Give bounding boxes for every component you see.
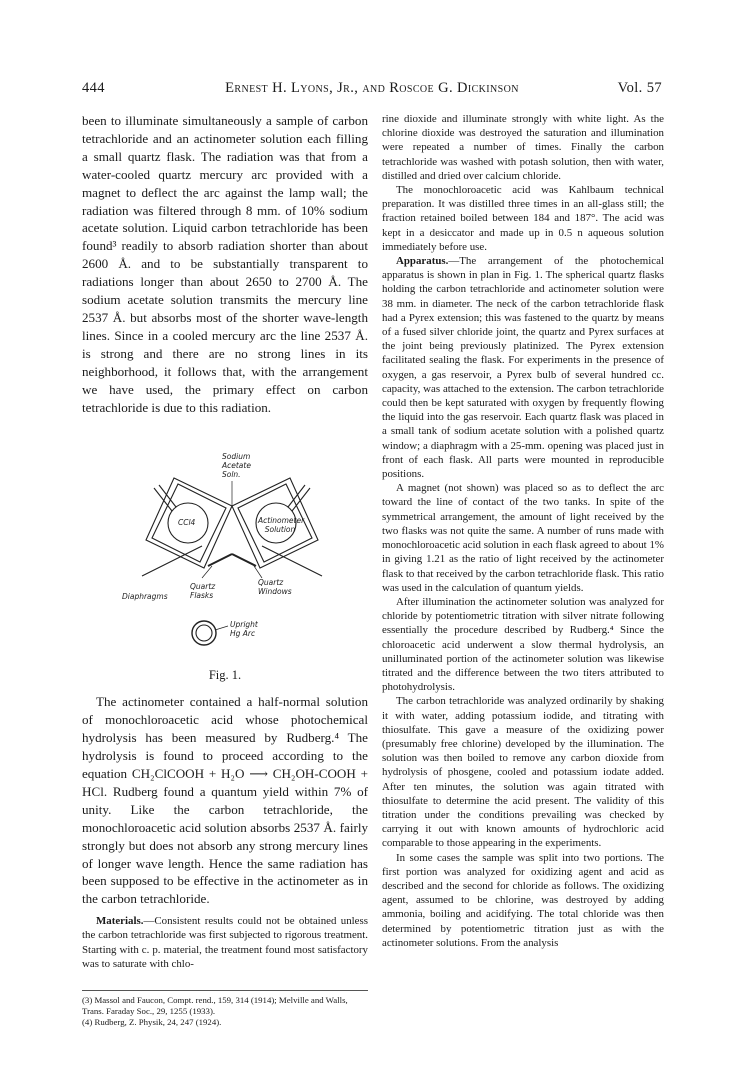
page-number: 444 (82, 80, 105, 96)
quartz-window-left (208, 554, 232, 566)
label-diaphragms: Diaphragms (122, 592, 168, 602)
paragraph-magnet: A magnet (not shown) was placed so as to deflect the arc toward the line of contact of the two tanks. In spite of the symmetrical arrangement, the amount of light received by the two flasks was not quite the same. A number of runs made with monochloroacetic acid solution in each flask agreed to about 1% in giving 1.21 as the ratio of light received by the actinometer flask to that received by the carbon tetrachloride flask. This ratio was used in the calculation of quantum yields. (382, 482, 664, 594)
paragraph-illumination: been to illuminate simultaneously a sample of carbon tetrachloride and an actinometer solution each filling a small quartz flask. The radiation was that from a water-cooled quartz mercury arc provided with a magnet to deflect the arc against the lamp wall; the radiation was filtered through 8 mm. of 10% sodium acetate solution. Liquid carbon tetrachloride has been found³ readily to absorb radiation shorter than about 2600 Å. and to be substantially transparent to radiations longer than about 2650 to 2700 Å. The sodium acetate solution transmits the mercury line 2537 Å. but absorbs most of the shorter wave-length lines. Since in a cooled mercury arc the line 2537 Å. is strong and there are no strong lines in its neighborhood, it follows that, with the arrangement we have used, the primary effect on carbon tetrachloride is due to this radiation. (82, 113, 368, 415)
apparatus-text: —The arrangement of the photochemical apparatus is shown in plan in Fig. 1. The spherical quartz flasks holding the carbon tetrachloride and actinometer solution were 38 mm. in diameter. The neck of the carbon tetrachloride flask had a Pyrex extension; this was fastened to the quartz by means of a fused silver chloride joint, the quartz and Pyrex surfaces at the joint being previously platinized. The Pyrex extension facilitated sealing the flask. For experiments in the presence of oxygen, a gas reservoir, a Pyrex bulb of several hundred cc. capacity, was attached to the extension. The carbon tetrachloride could then be kept saturated with oxygen by frequently flowing the liquid into the gas reservoir. Each quartz flask was placed in a small tank of sodium acetate solution with a polished quartz window; a diaphragm with a 25-mm. opening was placed just in front of each flask. All parts were mounted in reproducible positions. (382, 255, 664, 481)
left-column (82, 112, 368, 971)
running-authors: Ernest H. Lyons, Jr., and Roscoe G. Dickinson (225, 80, 519, 96)
label-actinometer: Actinometer Solution (258, 516, 305, 535)
label-sodium: Sodium Acetate Soln. (222, 452, 251, 480)
figure-caption: Fig. 1. (208, 668, 242, 683)
footnote-3: (3) Massol and Faucon, Compt. rend., 159, 314 (1914); Melville and Walls, Trans. Faraday Soc., 29, 1255 (1933). (82, 995, 348, 1016)
paragraph-titration: After illumination the actinometer solution was analyzed for chloride by potentiometric titration with silver nitrate following essentially the procedure described by Rudberg.⁴ Since the chloroacetic acid underwent a slow thermal hydrolysis, an unilluminated portion of the actinometer solution was likewise titrated and the difference between the two titers attributed to photohydrolysis. (382, 595, 664, 694)
paragraph-materials (82, 914, 368, 971)
paragraph-split-sample: In some cases the sample was split into two portions. The first portion was analyzed for oxidizing agent and acid as described and the second for chloride as follows. The oxidizing agent, assumed to be chlorine, was destroyed by adding ammonia, boiling and acidifying. The total chloride was then determined by potentiometric titration just as with the actinometer solutions. From the analysis (382, 851, 664, 949)
label-ccl4: CCl4 (178, 518, 196, 528)
diaphragm-left (142, 546, 202, 576)
apparatus-heading: Apparatus. (396, 255, 449, 268)
paragraph-chlorine-dioxide: rine dioxide and illuminate strongly with white light. As the chlorine dioxide was destroyed the saturation and illumination were repeated a number of times. Finally the carbon tetrachloride was washed with potash solution, then with water, distilled and dried over calcium chloride. (382, 113, 664, 182)
paragraph-actinometer: The actinometer contained a half-normal solution of monochloroacetic acid whose photochemical hydrolysis has been measured by Rudberg.⁴ The hydrolysis is found to proceed according to the equation CH₂ClCOOH + H₂O ⟶ CH₂OH-COOH + HCl. Rudberg found a quantum yield within 7% of unity. Like the carbon tetrachloride, the monochloroacetic acid solution absorbs 2537 Å. fairly strongly but does not absorb any strong mercury lines of longer wave length. Hence the same radiation has been supposed to be effective in the actinometer as in the carbon tetrachloride. (82, 694, 368, 907)
figure-apparatus (82, 426, 368, 666)
diaphragm-right (262, 546, 322, 576)
quartz-window-right (232, 554, 256, 566)
page-header (82, 80, 662, 100)
paragraph-ccl4-analysis: The carbon tetrachloride was analyzed ordinarily by shaking it with water, adding potassium iodide, and titrating with thiosulfate. This gave a measure of the oxidizing power (presumably free chlorine) developed by the illumination. The solution was then boiled to remove any carbon dioxide from hydrolysis of phosgene, cooled and potassium iodate added. After ten minutes, the solution was again titrated with thiosulfate to determine the acid present. The validity of this titration under the conditions prevailing was checked by carrying it out with known amounts of hydrochloric acid comparable to those appearing in the experiments. (382, 695, 664, 850)
materials-heading: Materials. (96, 915, 144, 928)
volume-label: Vol. 57 (617, 80, 662, 96)
label-quartz-windows: Quartz Windows (258, 578, 292, 597)
footnote-4: (4) Rudberg, Z. Physik, 24, 247 (1924). (82, 1017, 222, 1027)
paragraph-monochloroacetic: The monochloroacetic acid was Kahlbaum technical preparation. It was distilled three times in an all-glass still; the fraction retained boiled between 184 and 187°. The acid was kept in a desiccator and made up in 0.5 n aqueous solution immediately before use. (382, 184, 664, 253)
right-column (382, 112, 664, 950)
materials-text: —Consistent results could not be obtained unless the carbon tetrachloride was first subjected to rigorous treatment. Starting with c. p. material, the treatment found most satisfactory was to saturate with chlo- (82, 915, 368, 970)
label-arc: Upright Hg Arc (230, 620, 258, 639)
label-quartz-flasks: Quartz Flasks (190, 582, 216, 601)
paragraph-apparatus (382, 254, 664, 481)
footnotes (82, 990, 368, 1028)
